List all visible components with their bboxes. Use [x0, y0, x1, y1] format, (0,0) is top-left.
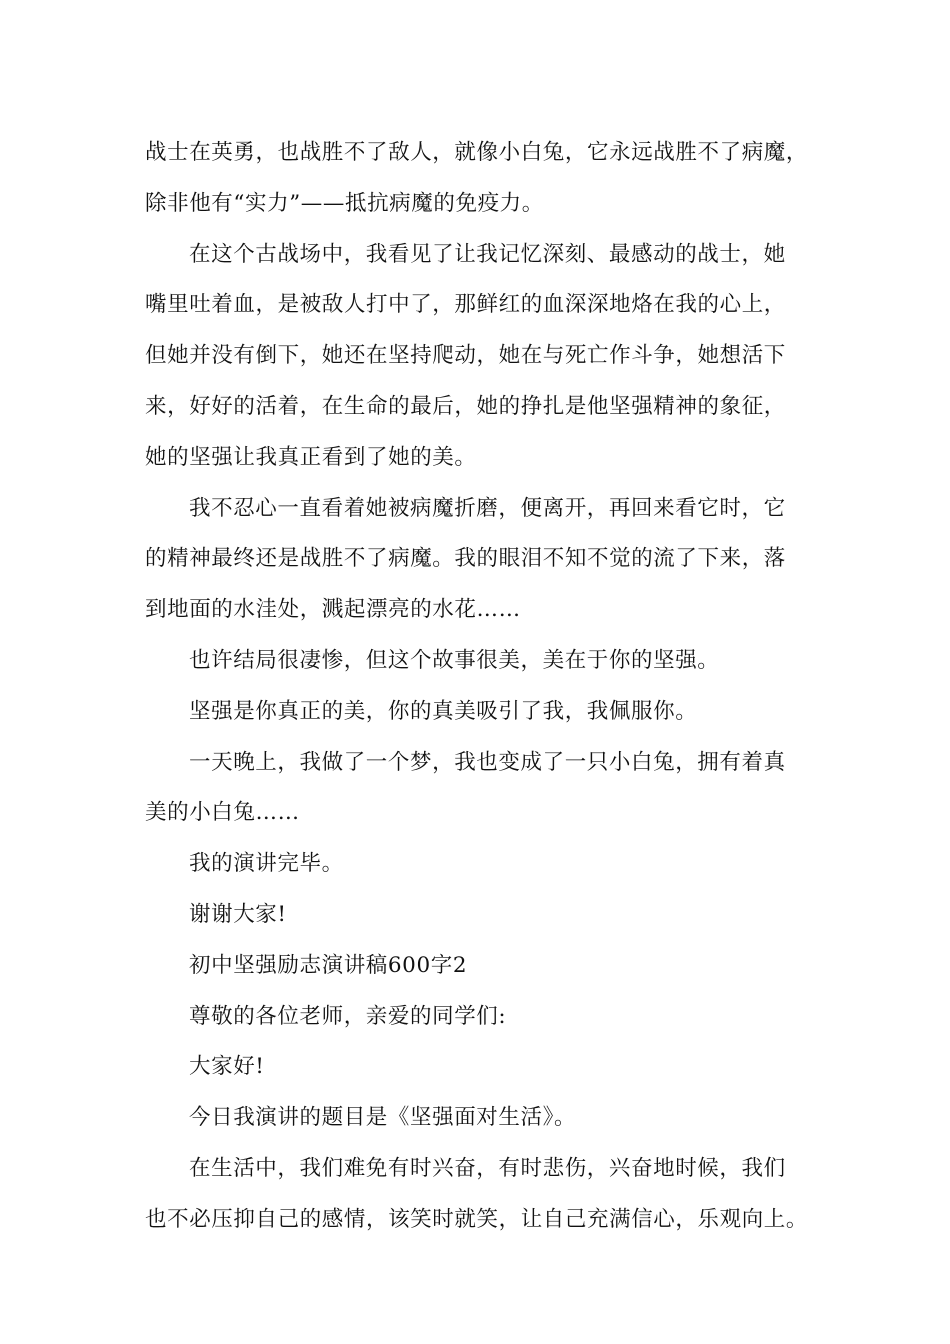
paragraph: [145, 230, 835, 484]
document-body: [145, 128, 835, 1246]
text-line: 尊敬的各位老师，亲爱的同学们:: [189, 1003, 507, 1029]
paragraph: [145, 1144, 835, 1246]
paragraph: [145, 687, 835, 738]
text-line: 坚强是你真正的美，你的真美吸引了我，我佩服你。: [189, 698, 698, 724]
text-line: 到地面的水洼处，溅起漂亮的水花……: [145, 597, 521, 623]
text-line: 大家好!: [189, 1054, 265, 1080]
paragraph: [145, 484, 835, 636]
text-line: 我不忍心一直看着她被病魔折磨，便离开，再回来看它时，它: [189, 495, 786, 521]
paragraph: [145, 1042, 835, 1093]
text-line: 今日我演讲的题目是《坚强面对生活》。: [189, 1105, 577, 1131]
paragraph: [145, 128, 835, 230]
text-line: 但她并没有倒下，她还在坚持爬动，她在与死亡作斗争，她想活下: [145, 343, 786, 369]
text-line: 在这个古战场中，我看见了让我记忆深刻、最感动的战士，她: [189, 241, 786, 267]
paragraph: [145, 839, 835, 890]
text-line: 在生活中，我们难免有时兴奋，有时悲伤，兴奋地时候，我们: [189, 1155, 786, 1181]
text-line: 的精神最终还是战胜不了病魔。我的眼泪不知不觉的流了下来，落: [145, 546, 786, 572]
text-line: 也许结局很凄惨，但这个故事很美，美在于你的坚强。: [189, 647, 720, 673]
text-line: 她的坚强让我真正看到了她的美。: [145, 444, 477, 470]
text-line: 美的小白兔……: [145, 800, 300, 826]
paragraph: [145, 738, 835, 840]
paragraph: [145, 890, 835, 941]
text-line: 来，好好的活着，在生命的最后，她的挣扎是他坚强精神的象征，: [145, 393, 786, 419]
paragraph: [145, 1093, 835, 1144]
text-line: 战士在英勇，也战胜不了敌人，就像小白兔，它永远战胜不了病魔，: [145, 140, 809, 165]
paragraph: [145, 992, 835, 1043]
paragraph: [145, 636, 835, 687]
text-line: 我的演讲完毕。: [189, 851, 344, 877]
heading-line: 初中坚强励志演讲稿600字2: [189, 952, 468, 978]
text-line: 嘴里吐着血，是被敌人打中了，那鲜红的血深深地烙在我的心上，: [145, 292, 786, 318]
section-heading: [145, 941, 835, 992]
text-line: 除非他有“实力”——抵抗病魔的免疫力。: [145, 190, 544, 216]
text-line: 也不必压抑自己的感情，该笑时就笑，让自己充满信心，乐观向上。: [145, 1206, 809, 1232]
text-line: 一天晚上，我做了一个梦，我也变成了一只小白兔，拥有着真: [189, 749, 786, 775]
text-line: 谢谢大家!: [189, 901, 287, 927]
